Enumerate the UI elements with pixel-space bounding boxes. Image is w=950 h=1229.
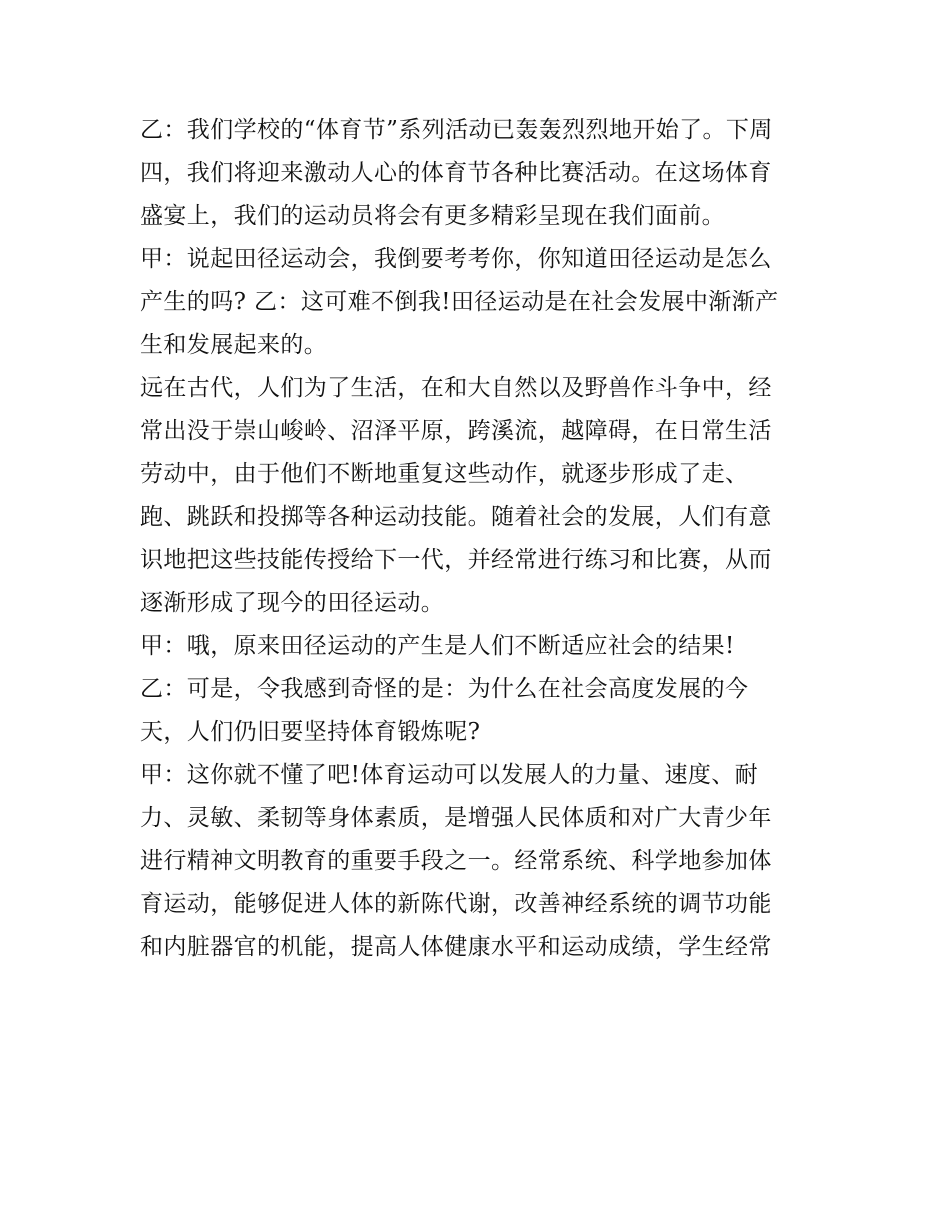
text-line: 天，人们仍旧要坚持体育锻炼呢? [140,719,481,745]
text-line: 甲：这你就不懂了吧!体育运动可以发展人的力量、速度、耐 [140,762,759,788]
text-line: 甲：说起田径运动会，我倒要考考你，你知道田径运动是怎么 [140,246,772,272]
text-line: 逐渐形成了现今的田径运动。 [140,590,445,616]
text-line: 四，我们将迎来激动人心的体育节各种比赛活动。在这场体育 [140,160,772,186]
text-line: 常出没于崇山峻岭、沼泽平原，跨溪流，越障碍，在日常生活 [140,418,772,444]
text-line: 力、灵敏、柔韧等身体素质，是增强人民体质和对广大青少年 [140,805,772,831]
body-text [140,110,820,970]
text-line: 劳动中，由于他们不断地重复这些动作，就逐步形成了走、 [140,461,749,487]
text-line: 进行精神文明教育的重要手段之一。经常系统、科学地参加体 [140,848,772,874]
text-line: 跑、跳跃和投掷等各种运动技能。随着社会的发展，人们有意 [140,504,772,530]
text-line: 和内脏器官的机能，提高人体健康水平和运动成绩，学生经常 [140,934,772,960]
text-line: 乙：我们学校的“体育节”系列活动已轰轰烈烈地开始了。下周 [140,117,773,143]
text-line: 盛宴上，我们的运动员将会有更多精彩呈现在我们面前。 [140,203,725,229]
text-line: 乙：可是，令我感到奇怪的是：为什么在社会高度发展的今 [140,676,749,702]
text-line: 识地把这些技能传授给下一代，并经常进行练习和比赛，从而 [140,547,772,573]
text-line: 育运动，能够促进人体的新陈代谢，改善神经系统的调节功能 [140,891,772,917]
text-line: 产生的吗? 乙：这可难不倒我!田径运动是在社会发展中渐渐产 [140,289,779,315]
text-line: 远在古代，人们为了生活，在和大自然以及野兽作斗争中，经 [140,375,772,401]
text-line: 生和发展起来的。 [140,332,328,358]
text-line: 甲：哦，原来田径运动的产生是人们不断适应社会的结果! [140,633,735,659]
